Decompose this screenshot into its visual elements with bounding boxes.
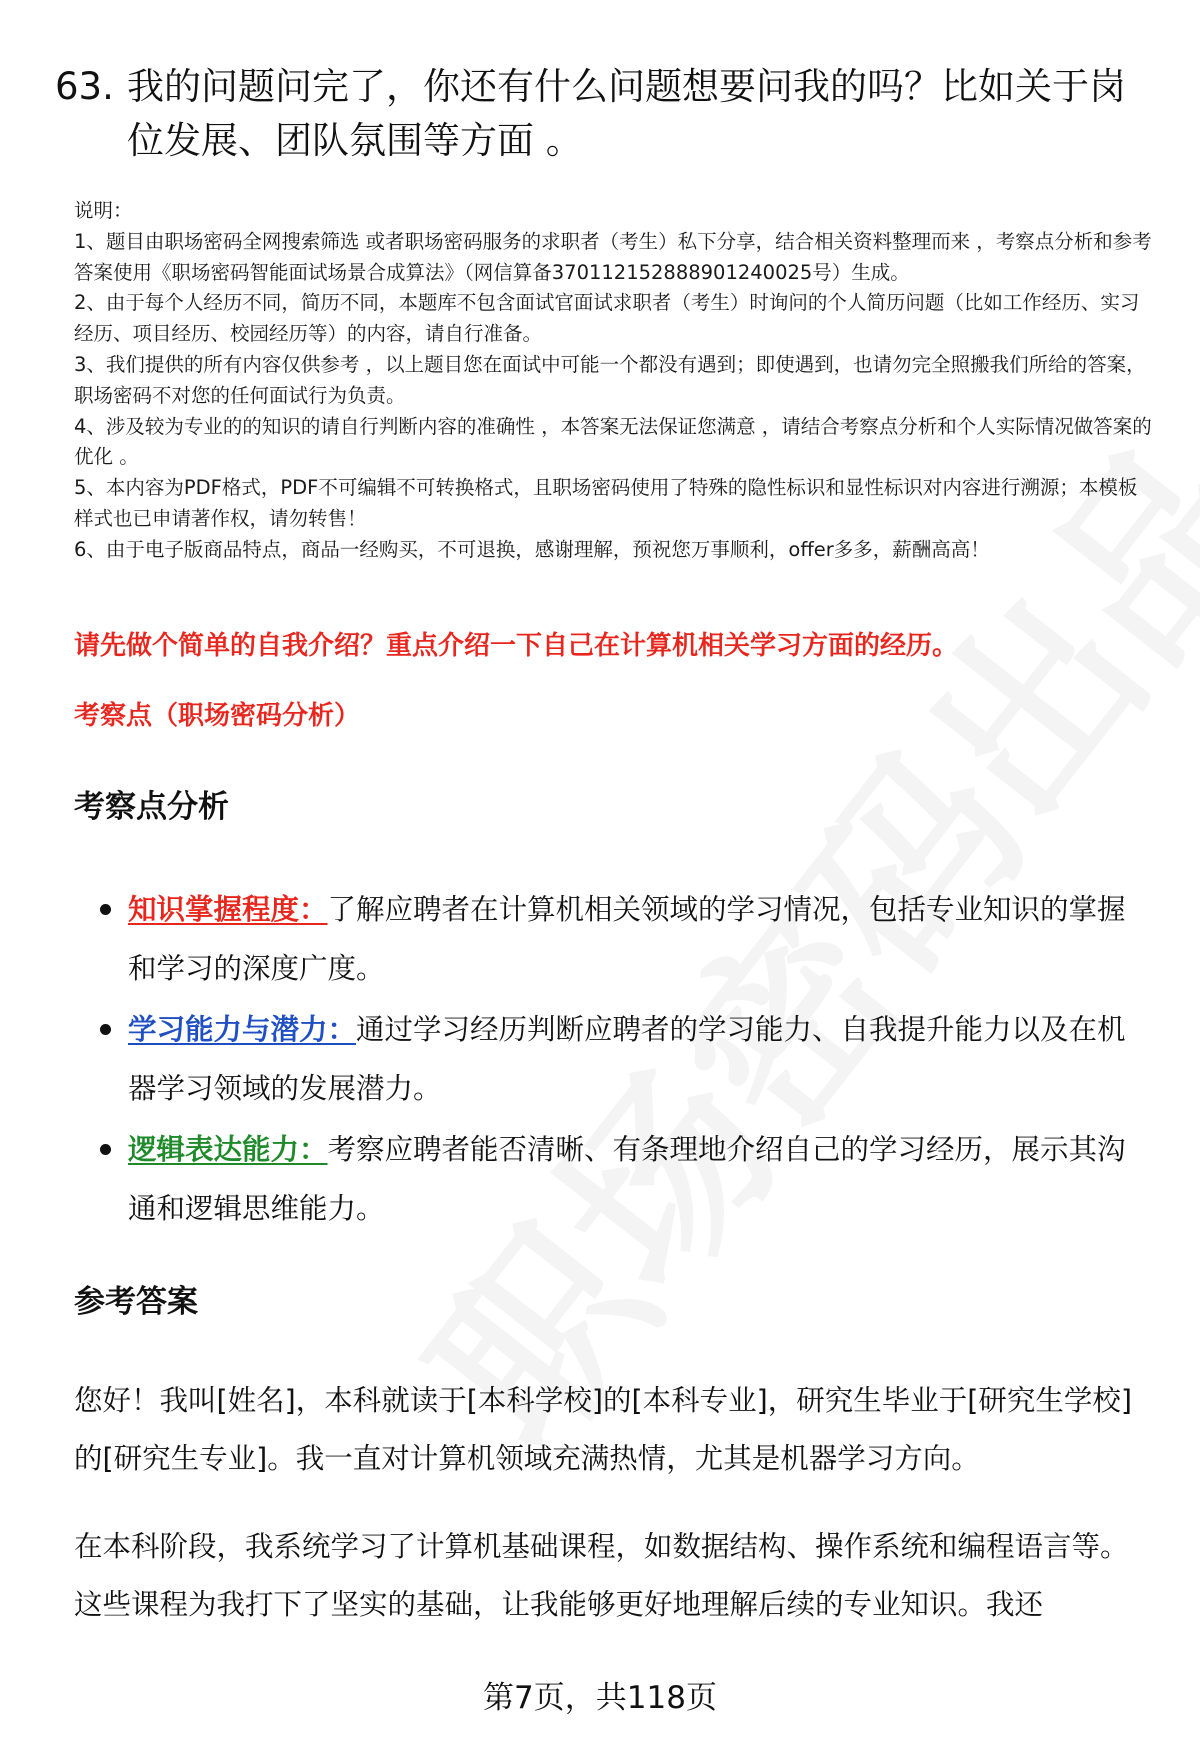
note-item: 2、由于每个人经历不同，简历不同，本题库不包含面试官面试求职者（考生）时询问的个人简历问题（比如工作经历、实习经历、项目经历、校园经历等）的内容，请自行准备。 [74, 291, 1140, 346]
analysis-item [74, 880, 1149, 998]
question-title [55, 60, 1155, 168]
analysis-item [74, 1000, 1149, 1118]
analysis-text: 通过学习经历判断应聘者的学习能力、自我提升能力以及在机器学习领域的发展潜力。 [128, 1013, 1126, 1105]
note-item: 5、本内容为PDF格式，PDF不可编辑不可转换格式，且职场密码使用了特殊的隐性标识和显性标识对内容进行溯源；本模板样式也已申请著作权，请勿转售！ [74, 476, 1138, 530]
analysis-list [74, 880, 1149, 1238]
notes-heading: 说明： [74, 199, 133, 222]
analysis-heading: 考察点分析 [74, 789, 229, 825]
bullet-dot-icon [100, 1024, 111, 1035]
analysis-item [74, 1120, 1149, 1238]
note-item: 4、涉及较为专业的的知识的请自行判断内容的准确性 ，本答案无法保证您满意 ，请结合考察点分析和个人实际情况做答案的优化 。 [74, 414, 1152, 469]
analysis-term: 知识掌握程度： [128, 893, 328, 926]
bullet-dot-icon [100, 904, 111, 915]
analysis-text: 了解应聘者在计算机相关领域的学习情况，包括专业知识的掌握和学习的深度广度。 [128, 893, 1126, 985]
answer-heading: 参考答案 [74, 1284, 198, 1320]
answer-paragraph: 在本科阶段，我系统学习了计算机基础课程，如数据结构、操作系统和编程语言等。这些课程为我打下了坚实的基础，让我能够更好地理解后续的专业知识。我还 [74, 1530, 1129, 1621]
analysis-label: 考察点（职场密码分析） [74, 701, 361, 731]
analysis-text: 考察应聘者能否清晰、有条理地介绍自己的学习经历，展示其沟通和逻辑思维能力。 [128, 1133, 1126, 1225]
answer-paragraph: 您好！我叫[姓名]，本科就读于[本科学校]的[本科专业]，研究生毕业于[研究生学校]的[研究生专业]。我一直对计算机领域充满热情，尤其是机器学习方向。 [74, 1384, 1132, 1475]
question-text: 我的问题问完了，你还有什么问题想要问我的吗？比如关于岗位发展、团队氛围等方面 。 [127, 65, 1126, 162]
note-item: 3、我们提供的所有内容仅供参考 ，以上题目您在面试中可能一个都没有遇到；即使遇到，也请勿完全照搬我们所给的答案，职场密码不对您的任何面试行为负责。 [74, 352, 1146, 407]
note-item: 6、由于电子版商品特点，商品一经购买，不可退换，感谢理解，预祝您万事顺利，offer多多，薪酬高高！ [74, 537, 990, 561]
bullet-dot-icon [100, 1144, 111, 1155]
analysis-term: 逻辑表达能力： [128, 1133, 328, 1166]
notes-section [74, 196, 1154, 566]
analysis-term: 学习能力与潜力： [128, 1013, 357, 1046]
page-footer: 第7页，共118页 [483, 1680, 717, 1716]
note-item: 1、题目由职场密码全网搜索筛选 或者职场密码服务的求职者（考生）私下分享，结合相关资料整理而来 ，考察点分析和参考答案使用《职场密码智能面试场景合成算法》（网信算备370112152888901240025号）生成。 [74, 229, 1152, 284]
question-number: 63. [55, 65, 114, 108]
interview-question: 请先做个简单的自我介绍？重点介绍一下自己在计算机相关学习方面的经历。 [74, 631, 959, 661]
